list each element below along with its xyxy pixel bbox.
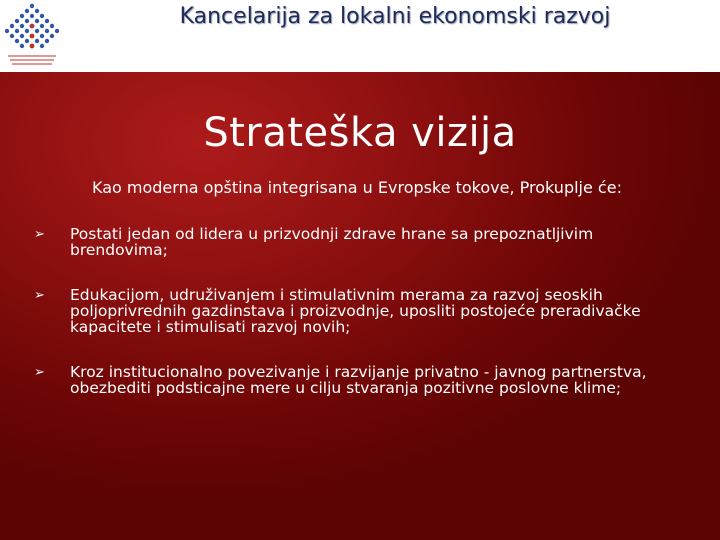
org-logo-icon (0, 0, 64, 72)
org-title: Kancelarija za lokalni ekonomski razvoj (179, 4, 611, 29)
bullet-text: Kroz institucionalno povezivanje i razvijanje privatno - javnog partnerstva, obezbediti podsticajne mere u cilju stvaranja pozitivne poslovne klime; (70, 363, 647, 397)
bullet-text: Postati jedan od lidera u prizvodnji zdrave hrane sa prepoznatljivim brendovima; (70, 225, 594, 259)
bullet-list (0, 226, 720, 425)
header-band (0, 0, 720, 72)
bullet-text: Edukacijom, udruživanjem i stimulativnim merama za razvoj seoskih poljoprivrednih gazdinstava i proizvodnje, uposliti postojeće preradivačke kapacitete i stimulisati razvoj novih; (70, 286, 641, 336)
list-item (0, 364, 720, 396)
slide-title: Strateška vizija (203, 110, 517, 156)
slide-content (0, 72, 720, 540)
list-item (0, 287, 720, 335)
arrow-bullet-icon: ➢ (34, 288, 45, 303)
arrow-bullet-icon: ➢ (34, 227, 45, 242)
intro-text: Kao moderna opština integrisana u Evropske tokove, Prokuplje će: (92, 178, 622, 197)
arrow-bullet-icon: ➢ (34, 365, 45, 380)
list-item (0, 226, 720, 258)
